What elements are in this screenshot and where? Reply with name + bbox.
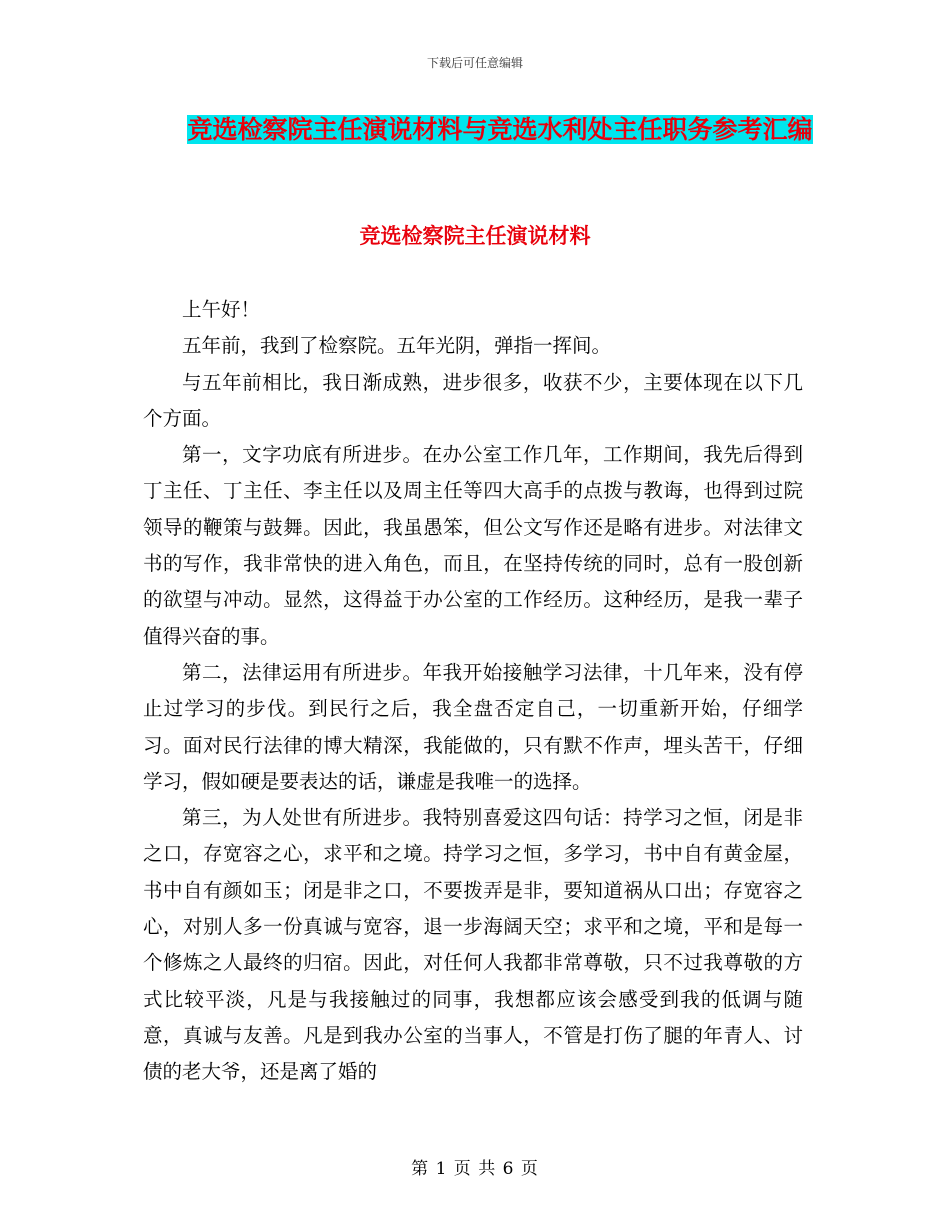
paragraph: 五年前，我到了检察院。五年光阴，弹指一挥间。 [182, 334, 612, 358]
header-note: 下载后可任意编辑 [426, 56, 523, 70]
paragraph: 与五年前相比，我日渐成熟，进步很多，收获不少，主要体现在以下几个方面。 [143, 370, 803, 430]
paragraph-greeting: 上午好！ [182, 298, 261, 321]
section-title: 竞选检察院主任演说材料 [359, 224, 591, 248]
paragraph: 第三，为人处世有所进步。我特别喜爱这四句话：持学习之恒，闭是非之口，存宽容之心，求平和之境。持学习之恒，多学习，书中自有黄金屋，书中自有颜如玉；闭是非之口，不要拨弄是非，要知道祸从口出；存宽容之心，对别人多一份真诚与宽容，退一步海阔天空；求平和之境，平和是每一个修炼之人最终的归宿。因此，对任何人我都非常尊敬，只不过我尊敬的方式比较平淡，凡是与我接触过的同事，我想都应该会感受到我的低调与随意，真诚与友善。凡是到我办公室的当事人，不管是打伤了腿的年青人、讨债的老大爷，还是离了婚的 [143, 806, 803, 1084]
document-title-text: 竞选检察院主任演说材料与竞选水利处主任职务参考汇编 [187, 115, 813, 144]
paragraph: 第二，法律运用有所进步。年我开始接触学习法律，十几年来，没有停止过学习的步伐。到民行之后，我全盘否定自己，一切重新开始，仔细学习。面对民行法律的博大精深，我能做的，只有默不作声，埋头苦干，仔细学习，假如硬是要表达的话，谦虚是我唯一的选择。 [143, 660, 803, 793]
page-footer: 第 1 页 共 6 页 [411, 1159, 539, 1179]
document-title [140, 108, 860, 152]
paragraph: 第一，文字功底有所进步。在办公室工作几年，工作期间，我先后得到丁主任、丁主任、李主任以及周主任等四大高手的点拨与教诲，也得到过院领导的鞭策与鼓舞。因此，我虽愚笨，但公文写作还是略有进步。对法律文书的写作，我非常快的进入角色，而且，在坚持传统的同时，总有一股创新的欲望与冲动。显然，这得益于办公室的工作经历。这种经历，是我一辈子值得兴奋的事。 [143, 443, 803, 648]
document-body [143, 292, 803, 1091]
